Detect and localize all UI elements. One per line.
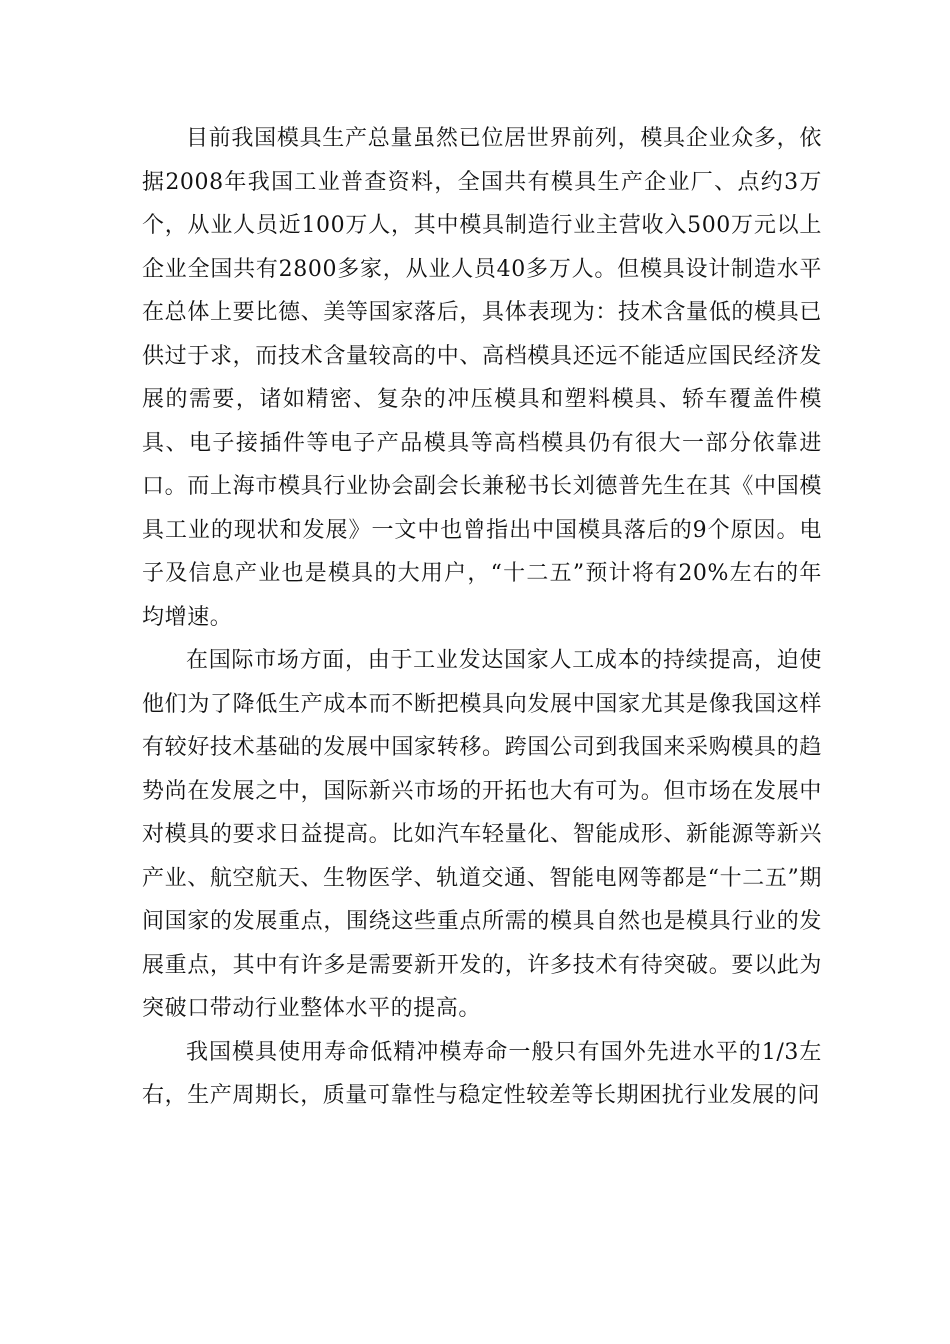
paragraph-3: 我国模具使用寿命低精冲模寿命一般只有国外先进水平的1/3左右，生产周期长，质量可靠性与稳定性较差等长期困扰行业发展的问 (142, 1039, 822, 1108)
paragraph-2: 在国际市场方面，由于工业发达国家人工成本的持续提高，迫使他们为了降低生产成本而不断把模具向发展中国家尤其是像我国这样有较好技术基础的发展中国家转移。跨国公司到我国来采购模具的趋势尚在发展之中，国际新兴市场的开拓也大有可为。但市场在发展中对模具的要求日益提高。比如汽车轻量化、智能成形、新能源等新兴产业、航空航天、生物医学、轨道交通、智能电网等都是“十二五”期间国家的发展重点，围绕这些重点所需的模具自然也是模具行业的发展重点，其中有许多是需要新开发的，许多技术有待突破。要以此为突破口带动行业整体水平的提高。 (142, 648, 822, 1021)
paragraph-1: 目前我国模具生产总量虽然已位居世界前列，模具企业众多，依据2008年我国工业普查资料，全国共有模具生产企业厂、点约3万个，从业人员近100万人，其中模具制造行业主营收入500万元以上企业全国共有2800多家，从业人员40多万人。但模具设计制造水平在总体上要比德、美等国家落后，具体表现为：技术含量低的模具已供过于求，而技术含量较高的中、高档模具还远不能适应国民经济发展的需要，诸如精密、复杂的冲压模具和塑料模具、轿车覆盖件模具、电子接插件等电子产品模具等高档模具仍有很大一部分依靠进口。而上海市模具行业协会副会长兼秘书长刘德普先生在其《中国模具工业的现状和发展》一文中也曾指出中国模具落后的9个原因。电子及信息产业也是模具的大用户，“十二五”预计将有20%左右的年均增速。 (142, 126, 822, 630)
body-text (142, 117, 822, 1118)
